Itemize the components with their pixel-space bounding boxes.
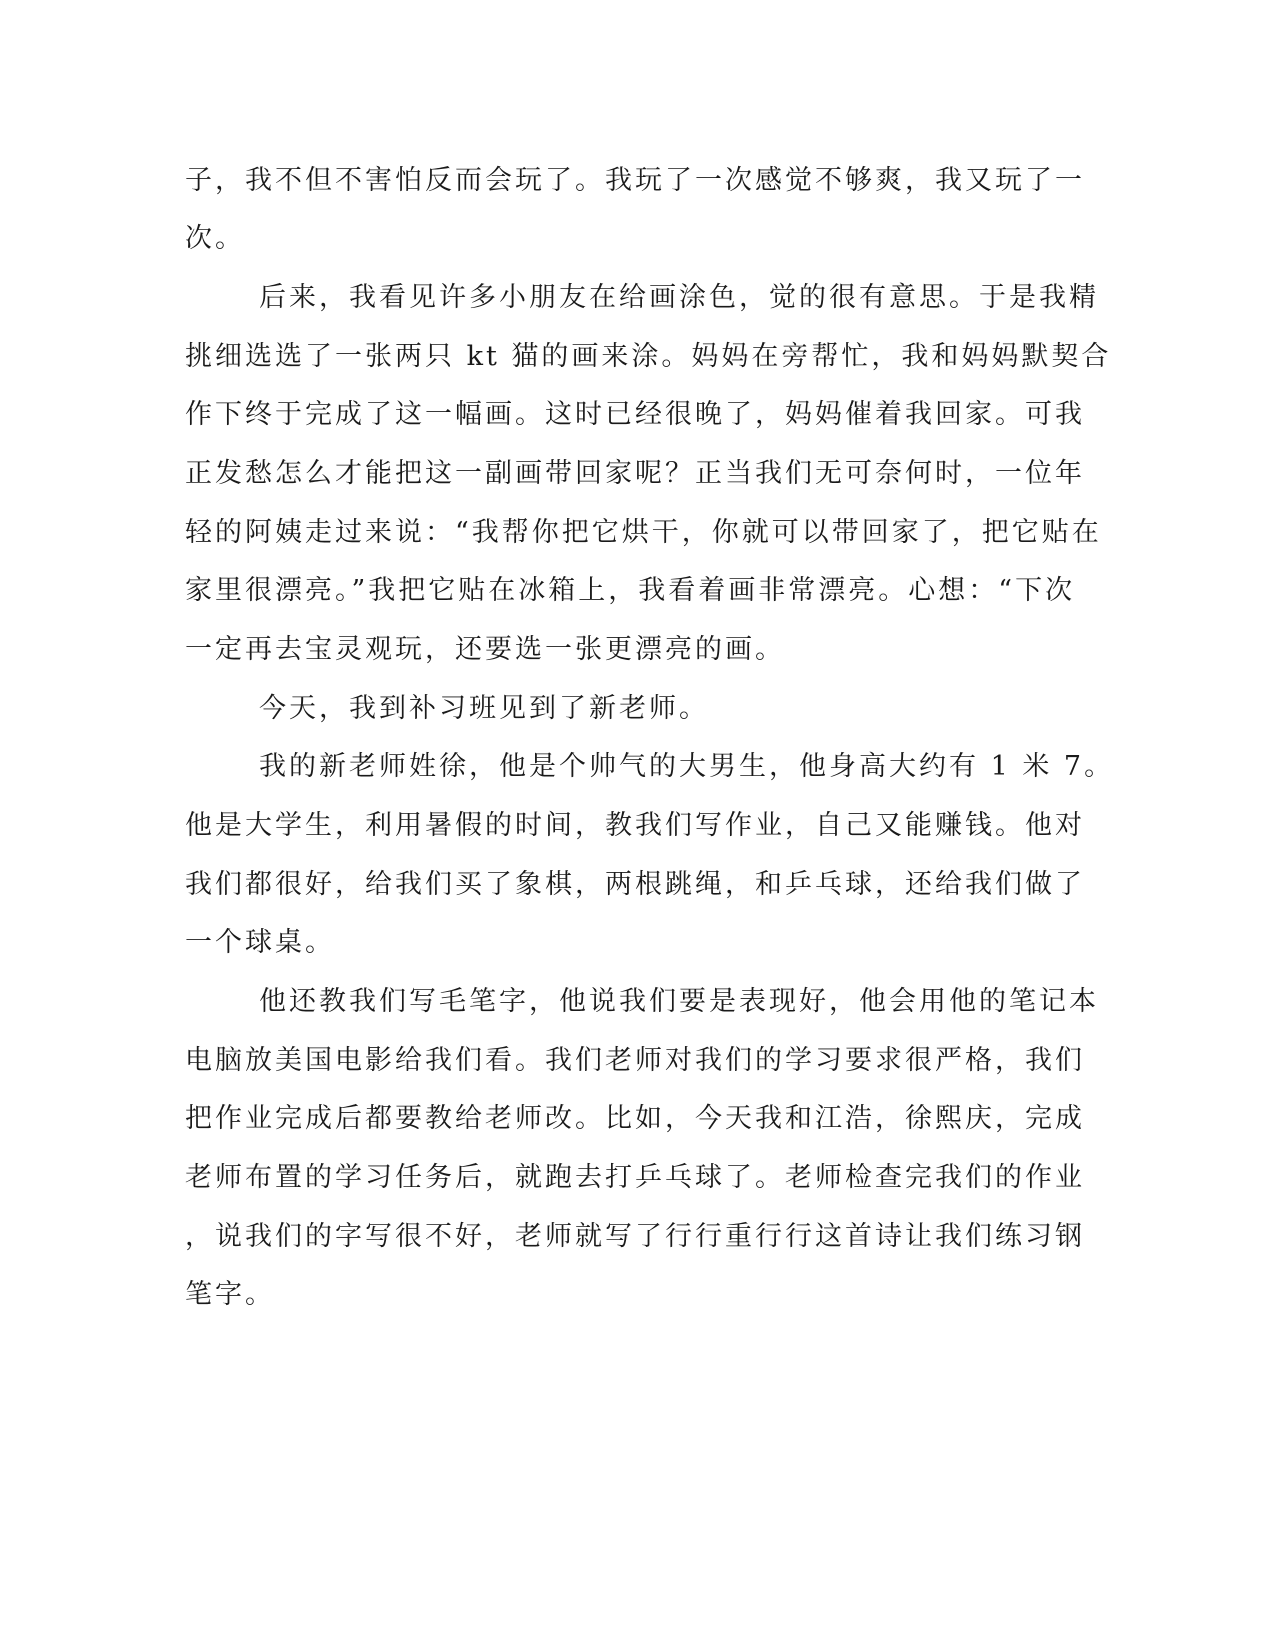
text-line: 他是大学生，利用暑假的时间，教我们写作业，自己又能赚钱。他对 [185, 810, 1085, 841]
text-line: 家里很漂亮。”我把它贴在冰箱上，我看着画非常漂亮。心想：“下次 [185, 575, 1076, 606]
text-line: 次。 [185, 223, 245, 254]
text-line: 作下终于完成了这一幅画。这时已经很晚了，妈妈催着我回家。可我 [185, 399, 1085, 430]
text-line: 后来，我看见许多小朋友在给画涂色，觉的很有意思。于是我精 [259, 282, 1099, 313]
text-line: 挑细选选了一张两只 kt 猫的画来涂。妈妈在旁帮忙，我和妈妈默契合 [185, 341, 1112, 372]
text-line: 我的新老师姓徐，他是个帅气的大男生，他身高大约有 1 米 7。 [259, 751, 1115, 782]
text-line: 笔字。 [185, 1279, 275, 1310]
text-line: ，说我们的字写很不好，老师就写了行行重行行这首诗让我们练习钢 [185, 1221, 1085, 1252]
text-line: 正发愁怎么才能把这一副画带回家呢？正当我们无可奈何时，一位年 [185, 458, 1085, 489]
text-line: 今天，我到补习班见到了新老师。 [259, 693, 709, 724]
text-line: 一定再去宝灵观玩，还要选一张更漂亮的画。 [185, 634, 785, 665]
text-line: 老师布置的学习任务后，就跑去打乒乓球了。老师检查完我们的作业 [185, 1162, 1085, 1193]
text-line: 电脑放美国电影给我们看。我们老师对我们的学习要求很严格，我们 [185, 1045, 1085, 1076]
text-line: 把作业完成后都要教给老师改。比如，今天我和江浩，徐熙庆，完成 [185, 1103, 1085, 1134]
text-line: 一个球桌。 [185, 927, 335, 958]
text-line: 我们都很好，给我们买了象棋，两根跳绳，和乒乓球，还给我们做了 [185, 869, 1085, 900]
text-line: 子，我不但不害怕反而会玩了。我玩了一次感觉不够爽，我又玩了一 [185, 165, 1085, 196]
text-line: 轻的阿姨走过来说：“我帮你把它烘干，你就可以带回家了，把它贴在 [185, 517, 1102, 548]
text-line: 他还教我们写毛笔字，他说我们要是表现好，他会用他的笔记本 [259, 986, 1099, 1017]
